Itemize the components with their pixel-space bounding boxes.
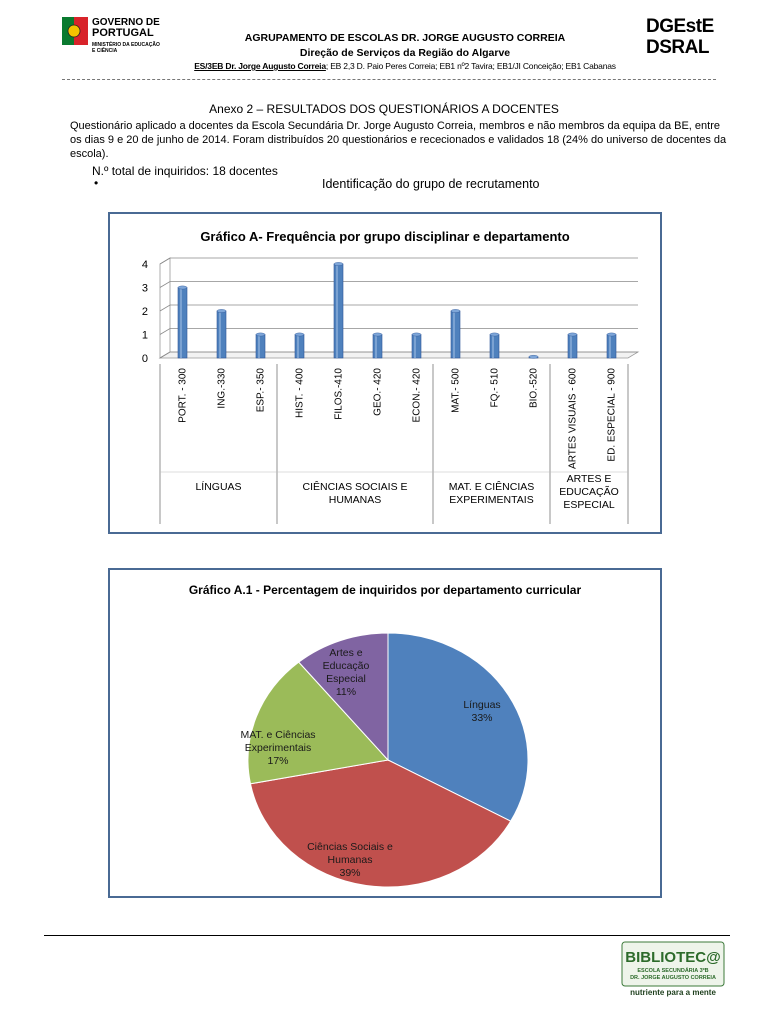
bar-highlight (453, 311, 455, 358)
intro-paragraph: Questionário aplicado a docentes da Escola Secundária Dr. Jorge Augusto Correia, membros e não membros da equipa da BE, entre os dias 9 e 20 de junho de 2014. Foram distribuídos 20 questionários e rececionados e validados 18 (24% do universo de docentes da escola). (70, 120, 727, 160)
bar-highlight (375, 335, 377, 359)
group-label: EDUCAÇÃO (559, 486, 619, 498)
bar (490, 333, 499, 358)
bar (412, 333, 421, 358)
bar-front (607, 335, 616, 359)
gridline (160, 258, 638, 264)
bar-chart-title: Gráfico A- Frequência por grupo disciplinar e departamento (200, 229, 570, 244)
category-label: MAT.- 500 (450, 368, 462, 413)
y-tick-label: 1 (141, 329, 148, 342)
bar (568, 333, 577, 358)
bar (178, 286, 187, 358)
category-label: ED. ESPECIAL - 900 (606, 368, 618, 462)
slice-name: Ciências Sociais e (307, 841, 393, 853)
group-label: EXPERIMENTAIS (449, 494, 534, 506)
bar-front (490, 335, 499, 359)
pie-chart-title: Gráfico A.1 - Percentagem de inquiridos por departamento curricular (188, 583, 582, 597)
bar-top (256, 333, 265, 336)
category-label: FQ.- 510 (489, 368, 501, 408)
bar (295, 333, 304, 358)
bar-front (568, 335, 577, 359)
bar-front (334, 264, 343, 358)
bar-highlight (219, 311, 221, 358)
armillary-sphere-icon (68, 25, 80, 37)
group-label: LÍNGUAS (195, 481, 242, 493)
slice-name: Humanas (327, 854, 373, 866)
bar-front (412, 335, 421, 359)
main-school: ES/3EB Dr. Jorge Augusto Correia (194, 61, 326, 71)
bar (334, 262, 343, 358)
bar-highlight (297, 335, 299, 359)
bar (529, 355, 538, 358)
dgeste-logo (646, 16, 714, 58)
bar-top (334, 262, 343, 265)
bar-front (256, 335, 265, 359)
gov-line1: GOVERNO DE (92, 17, 160, 28)
bar-top (490, 333, 499, 336)
category-label: GEO.- 420 (372, 368, 384, 416)
bar-highlight (258, 335, 260, 359)
bar-top (295, 333, 304, 336)
gov-line2: PORTUGAL (92, 27, 154, 39)
bar-highlight (570, 335, 572, 359)
library-slogan: nutriente para a mente (630, 988, 716, 997)
chart-floor (160, 352, 638, 358)
slice-name: Experimentais (244, 742, 312, 754)
gridline (160, 282, 638, 288)
bar-top (568, 333, 577, 336)
bar-front (451, 311, 460, 358)
slice-name: Línguas (463, 699, 501, 711)
category-label: ING.-330 (216, 368, 228, 409)
slice-percent: 11% (335, 686, 357, 698)
category-label: ESP.- 350 (255, 368, 267, 413)
category-label: ARTES VISUAIS - 600 (567, 368, 579, 469)
bar-top (373, 333, 382, 336)
bar-highlight (492, 335, 494, 359)
pie-chart (110, 570, 660, 896)
annex-title: Anexo 2 – RESULTADOS DOS QUESTIONÁRIOS A DOCENTES (209, 102, 559, 116)
bar-top (607, 333, 616, 336)
government-name (92, 18, 162, 54)
bar-front (178, 288, 187, 359)
footer-divider (44, 935, 730, 936)
school-name: AGRUPAMENTO DE ESCOLAS DR. JORGE AUGUSTO CORREIA (244, 32, 566, 44)
bar-top (529, 355, 538, 358)
dge-line2: DSRAL (646, 37, 709, 58)
bar-highlight (414, 335, 416, 359)
slice-percent: 33% (471, 712, 493, 724)
y-tick-label: 3 (141, 282, 148, 295)
library-brand: BIBLIOTEC@ (625, 949, 721, 966)
group-label: CIÊNCIAS SOCIAIS E (302, 481, 408, 493)
slice-percent: 39% (339, 867, 361, 879)
category-label: PORT. - 300 (177, 368, 189, 423)
section-heading: Identificação do grupo de recrutamento (322, 177, 540, 191)
bar-top (178, 286, 187, 289)
bar (373, 333, 382, 358)
slice-name: Artes e (329, 647, 363, 659)
dge-line1: DGEstE (646, 16, 714, 37)
category-label: ECON.- 420 (411, 368, 423, 423)
bar-top (412, 333, 421, 336)
group-label: ARTES E (566, 473, 612, 485)
bar (256, 333, 265, 358)
slice-percent: 17% (267, 755, 289, 767)
direction-name: Direção de Serviços da Região do Algarve (299, 47, 511, 59)
bar-front (373, 335, 382, 359)
bar-front (295, 335, 304, 359)
bar (217, 309, 226, 358)
header-divider (62, 79, 716, 80)
y-tick-label: 4 (141, 259, 148, 271)
bullet-point: • (94, 176, 99, 190)
total-respondents: N.º total de inquiridos: 18 docentes (92, 164, 278, 178)
gov-ministry: MINISTÉRIO DA EDUCAÇÃO E CIÊNCIA (92, 42, 160, 54)
bar (451, 309, 460, 358)
bar (607, 333, 616, 358)
slice-name: MAT. e Ciências (240, 729, 316, 741)
group-label: ESPECIAL (563, 499, 615, 511)
library-school-line1: ESCOLA SECUNDÁRIA 3ºB (637, 968, 709, 974)
library-school-line2: DR. JORGE AUGUSTO CORREIA (630, 975, 716, 981)
slice-name: Educação (322, 660, 370, 672)
bar-top (451, 309, 460, 312)
bar-front (217, 311, 226, 358)
group-label: HUMANAS (328, 494, 382, 506)
category-label: HIST. - 400 (294, 368, 306, 419)
slice-name: Especial (326, 673, 366, 685)
category-label: BIO.-520 (528, 368, 540, 409)
bar-chart-panel (108, 212, 662, 534)
bar-highlight (609, 335, 611, 359)
gridline (160, 329, 638, 335)
other-schools: ; EB 2,3 D. Paio Peres Correia; EB1 nº2 Tavira; EB1/JI Conceição; EB1 Cabanas (325, 61, 616, 71)
bar-top (217, 309, 226, 312)
category-label: FILOS.-410 (333, 368, 345, 420)
school-header (170, 32, 640, 71)
group-label: MAT. E CIÊNCIAS (448, 481, 535, 493)
school-list (170, 61, 640, 71)
bar-highlight (180, 288, 182, 359)
pie-chart-panel (108, 568, 662, 898)
bar-highlight (336, 264, 338, 358)
bar-chart (110, 214, 660, 532)
y-tick-label: 2 (141, 306, 148, 318)
library-logo (618, 940, 728, 1000)
gridline (160, 305, 638, 311)
y-tick-label: 0 (141, 353, 148, 365)
